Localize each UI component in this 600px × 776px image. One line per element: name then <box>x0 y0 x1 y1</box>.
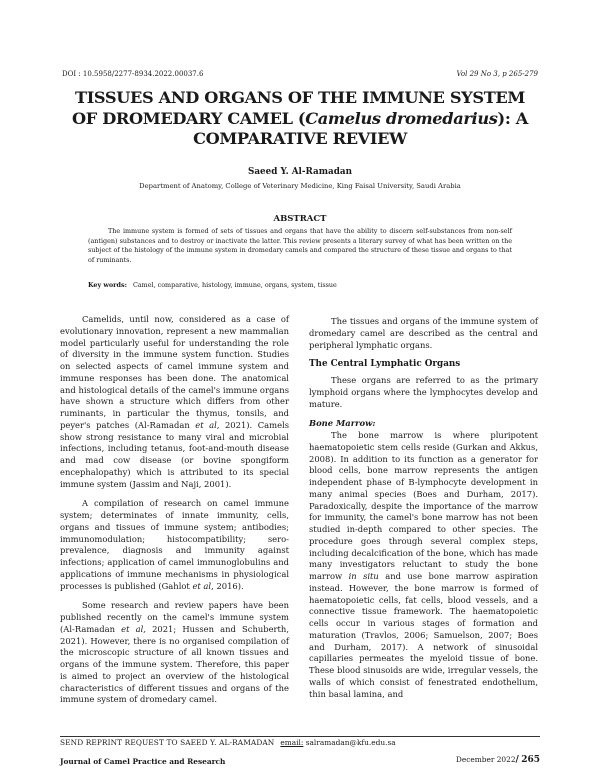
keywords-list: Camel, comparative, histology, immune, organs, system, tissue <box>132 281 337 289</box>
title-line-2-start: OF DROMEDARY CAMEL ( <box>72 108 306 128</box>
page-footer <box>456 755 540 765</box>
subsection-heading: Bone Marrow: <box>309 418 376 429</box>
paragraph-text: A compilation of research on camel immune system; determinates of innate immunity, cells, organs and tissues of immune system; antibodies; immunomodulation; histocompatibility; sero-prevalence, diagnosis and immunity against infections; application of camel immunoglobulins and applications of immune mechanisms in physiological processes is published (Gahlot <box>60 498 289 591</box>
paragraph-compilation <box>60 498 289 592</box>
paragraph-text: Camelids, until now, considered as a case of evolutionary innovation, represent a new mammalian model particularly useful for understanding the role of diversity in the immune system function. Studies on selected aspects of camel immune system and immune responses has been done. The anatomical and histological details of the camel's immune organs have shown a structure which differs from other ruminants, in particular the thymus, tonsils, and peyer's patches (Al-Ramadan <box>60 314 289 430</box>
keywords <box>88 281 512 289</box>
footer-separator: / <box>515 755 519 765</box>
citation-et-al: et al, <box>192 580 214 591</box>
paragraph-organs: The tissues and organs of the immune system of dromedary camel are described as the central and peripheral lymphatic organs. <box>309 316 538 350</box>
email-label: email: <box>280 738 304 747</box>
page-number: 265 <box>521 755 540 765</box>
citation-et-al: et al, <box>121 623 146 634</box>
abstract-heading: ABSTRACT <box>273 214 327 224</box>
paragraph-text: Some research and review papers have been published recently on the camel's immune system (Al-Ramadan <box>60 600 289 634</box>
in-situ-term: in situ <box>348 571 379 581</box>
paragraph-intro <box>60 314 289 490</box>
paragraph-aim <box>60 600 289 706</box>
citation-et-al: et al, <box>195 419 220 430</box>
volume-info: Vol 29 No 3, p 265-279 <box>456 70 538 78</box>
title-species-name: Camelus dromedarius <box>305 108 498 128</box>
issue-date: December 2022 <box>455 755 516 764</box>
paragraph-bone-marrow <box>309 418 538 700</box>
paragraph-text: The bone marrow is where pluripotent haematopoietic stem cells reside (Gurkan and Akkus, 2008). In addition to its function as a generator for blood cells, bone marrow represents the antigen independent phase of B-lymphocyte development in many animal species (Boes and Durham, 2017). Paradoxically, despite the importance of the marrow for immunity, the camel's bone marrow has not been studied in-depth compared to other species. The procedure goes through several complex steps, including decalcification of the bone, which has made many investigators reluctant to study the bone marrow <box>309 430 538 581</box>
paragraph-text: 2021; Hussen and Schuberth, 2021). However, there is no organised compilation of the microscopic structure of all known tissues and organs of the immune system. Therefore, this paper is aimed to project an overview of the histological characteristics of different tissues and organs of the immune system of dromedary camel. <box>60 623 289 705</box>
paragraph-text: and use bone marrow aspiration instead. However, the bone marrow is formed of haematopoietic cells, fat cells, blood vessels, and a connective tissue framework. The haematopoietic cells occur in various stages of formation and maturation (Travlos, 2006; Samuelson, 2007; Boes and Durham, 2017). A network of sinusoidal capillaries permeates the myeloid tissue of bone. These blood sinusoids are wide, irregular vessels, the walls of which consist of fenestrated endothelium, thin basal lamina, and <box>309 571 538 699</box>
right-column <box>309 316 538 708</box>
abstract-text: The immune system is formed of sets of tissues and organs that have the ability to discern self-substances from non-self (antigen) substances and to destroy or inactivate the latter. This review presents a literary survey of what has been written on the subject of the histology of the immune system in dromedary camels and compared the structure of these tissue and organs to that of ruminants. <box>88 227 512 265</box>
reprint-request <box>60 736 540 747</box>
author-name: Saeed Y. Al-Ramadan <box>247 167 353 177</box>
journal-name: Journal of Camel Practice and Research <box>60 757 226 766</box>
keywords-label: Key words: <box>88 281 127 289</box>
left-column <box>60 314 289 714</box>
title-line-2-end: ): A <box>497 108 528 128</box>
paragraph-primary-organs: These organs are referred to as the primary lymphoid organs where the lymphocytes develop and mature. <box>309 375 538 409</box>
title-line-3: COMPARATIVE REVIEW <box>193 129 407 148</box>
author-affiliation: Department of Anatomy, College of Veterinary Medicine, King Faisal University, Saudi Arabia <box>139 182 461 190</box>
section-heading: The Central Lymphatic Organs <box>309 359 461 370</box>
paragraph-text: 2021). Camels show strong resistance to many viral and microbial infections, including tetanus, foot-and-mouth disease and mad cow disease (or bovine spongiform encephalopathy) which is attributed to its special immune system (Jassim and Naji, 2001). <box>60 419 290 489</box>
paragraph-text: 2016). <box>213 580 244 591</box>
title-line-1: TISSUES AND ORGANS OF THE IMMUNE SYSTEM <box>75 88 525 107</box>
reprint-label: SEND REPRINT REQUEST TO SAEED Y. AL-RAMADAN <box>60 738 275 747</box>
article-title <box>60 88 540 150</box>
email-address[interactable]: salramadan@kfu.edu.sa <box>305 738 396 747</box>
doi-line: DOI : 10.5958/2277-8934.2022.00037.6 <box>62 70 204 78</box>
